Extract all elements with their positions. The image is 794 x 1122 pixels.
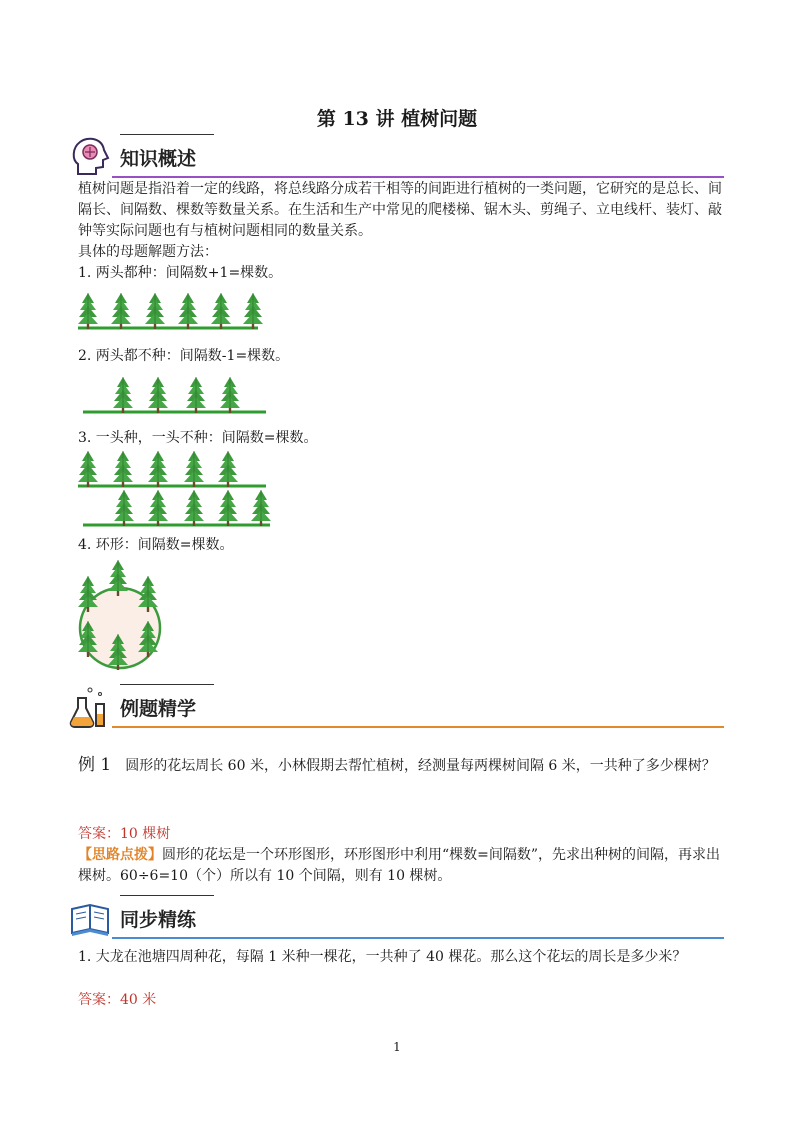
head-brain-icon [68,134,112,178]
section-header-practice [68,895,724,939]
methods-intro: 具体的母题解题方法： [78,244,218,260]
tree-rows-one-end [78,450,278,530]
practice-answer-1: 答案：40 米 [78,992,157,1008]
example-text: 圆形的花坛周长 60 米，小林假期去帮忙植树，经测量每两棵树间隔 6 米，一共种了多少棵树？ [125,758,716,774]
page-number: 1 [393,1040,401,1054]
tree-row-no-ends [78,376,268,416]
practice-question-1: 1. 大龙在池塘四周种花，每隔 1 米种一棵花，一共种了 40 棵花。那么这个花坛的周长是多少米？ [78,949,687,965]
section-heading: 例题精学 [120,698,197,720]
section-header-knowledge [68,134,724,178]
rule-2: 2. 两头都不种：间隔数-1=棵数。 [78,348,290,364]
rule-3: 3. 一头种，一头不种：间隔数=棵数。 [78,430,318,446]
tree-ring [78,560,168,675]
example-label: 例 1 [78,755,112,775]
example-1 [78,751,728,780]
hint-text: 圆形的花坛是一个环形图形，环形图形中利用“棵数=间隔数”，先求出种树的间隔，再求出棵树。60÷6=10（个）所以有 10 个间隔，则有 10 棵树。 [78,847,721,884]
hint-label: 【思路点拨】 [78,847,162,863]
example-answer: 答案：10 棵树 [78,826,171,842]
book-icon [68,895,112,939]
section-header-examples [68,684,724,728]
flask-icon [68,684,112,728]
intro-paragraph: 植树问题是指沿着一定的线路，将总线路分成若干相等的间距进行植树的一类问题，它研究的是总长、间隔长、间隔数、棵数等数量关系。在生活和生产中常见的爬楼梯、锯木头、剪绳子、立电线杆、装灯、敲钟等实际问题也有与植树问题相同的数量关系。 [78,181,722,239]
rule-1: 1. 两头都种：间隔数+1=棵数。 [78,265,283,281]
tree-row-both-ends [78,292,268,332]
section-heading: 知识概述 [120,148,197,170]
section-heading: 同步精练 [120,909,197,931]
page-title: 第 13 讲 植树问题 [316,108,478,130]
example-hint [78,845,728,887]
rule-4: 4. 环形：间隔数=棵数。 [78,537,234,553]
